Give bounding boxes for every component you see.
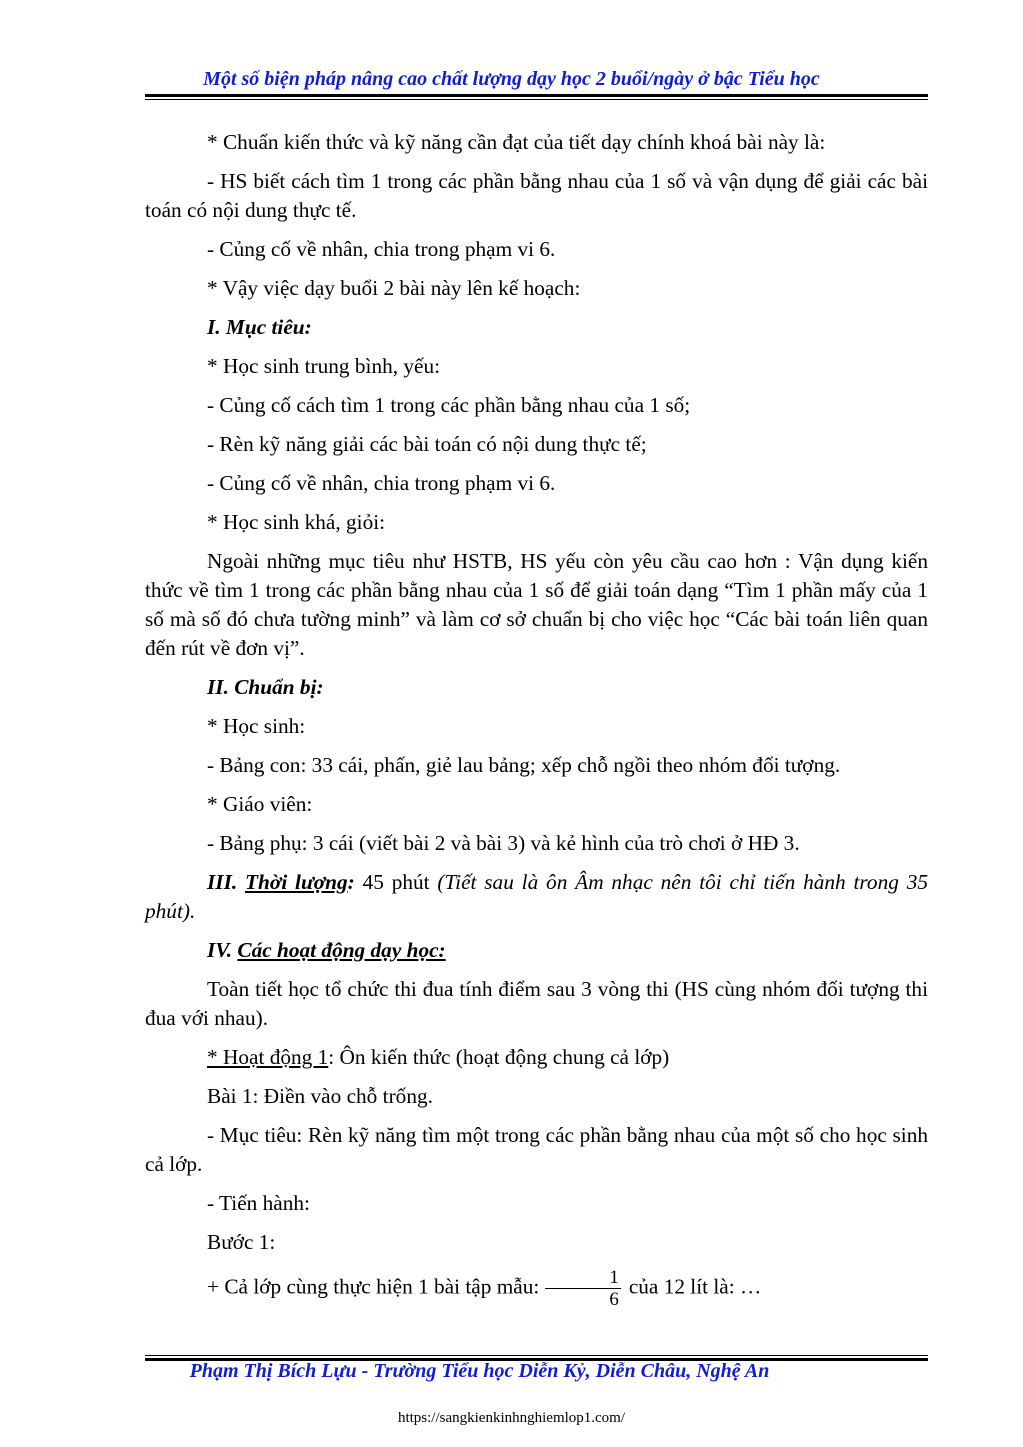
- section-heading-1: I. Mục tiêu:: [207, 315, 312, 339]
- header-rule-thick: [145, 94, 928, 97]
- exercise-line: [145, 1267, 928, 1310]
- exercise-prefix: + Cả lớp cùng thực hiện 1 bài tập mẫu:: [207, 1274, 540, 1299]
- footer-url: https://sangkienkinhnghiemlop1.com/: [397, 1410, 626, 1426]
- fraction-numerator: 1: [545, 1267, 621, 1289]
- heading-4-label: Các hoạt động dạy học:: [237, 938, 446, 962]
- document-body: [145, 128, 928, 1320]
- heading-3-note: (Tiết sau là ôn Âm nhạc nên tôi chỉ tiến hành trong 35 phút).: [145, 870, 928, 923]
- exercise-suffix: của 12 lít là: …: [628, 1274, 762, 1299]
- paragraph: - Củng cố về nhân, chia trong phạm vi 6.: [207, 237, 556, 261]
- paragraph: - HS biết cách tìm 1 trong các phần bằng nhau của 1 số và vận dụng để giải các bài toán có nội dung thực tế.: [145, 169, 928, 222]
- paragraph: - Củng cố về nhân, chia trong phạm vi 6.: [207, 471, 556, 495]
- paragraph: - Củng cố cách tìm 1 trong các phần bằng nhau của 1 số;: [207, 393, 691, 417]
- paragraph: - Bảng con: 33 cái, phấn, giẻ lau bảng; xếp chỗ ngồi theo nhóm đối tượng.: [207, 753, 841, 777]
- section-heading-3: [145, 868, 928, 926]
- section-heading-4: [145, 936, 928, 965]
- paragraph: * Chuẩn kiến thức và kỹ năng cần đạt của tiết dạy chính khoá bài này là:: [207, 130, 826, 154]
- heading-3-colon: :: [347, 870, 355, 894]
- paragraph: - Rèn kỹ năng giải các bài toán có nội dung thực tế;: [207, 432, 647, 456]
- footer-rule-thin: [145, 1355, 928, 1356]
- paragraph: - Tiến hành:: [207, 1191, 310, 1215]
- heading-3-value: 45 phút: [354, 870, 438, 894]
- paragraph: * Vậy việc dạy buổi 2 bài này lên kế hoạch:: [207, 276, 581, 300]
- header-rule-thin: [145, 99, 928, 100]
- paragraph: * Học sinh:: [207, 714, 306, 738]
- paragraph: Toàn tiết học tổ chức thi đua tính điểm sau 3 vòng thi (HS cùng nhóm đối tượng thi đua với nhau).: [145, 977, 928, 1030]
- heading-3-label: Thời lượng: [245, 870, 348, 894]
- fraction: [545, 1267, 621, 1310]
- paragraph: * Giáo viên:: [207, 792, 313, 816]
- paragraph: Ngoài những mục tiêu như HSTB, HS yếu còn yêu cầu cao hơn : Vận dụng kiến thức về tìm 1 trong các phần bằng nhau của 1 số để giải toán dạng “Tìm 1 phần mấy của 1 số mà số đó chưa tường minh” và làm cơ sở chuẩn bị cho việc học “Các bài toán liên quan đến rút về đơn vị”.: [145, 549, 928, 660]
- heading-4-number: IV.: [207, 938, 233, 962]
- paragraph: Bài 1: Điền vào chỗ trống.: [207, 1084, 433, 1108]
- fraction-denominator: 6: [609, 1289, 619, 1310]
- section-heading-2: II. Chuẩn bị:: [207, 675, 324, 699]
- header-title: Một số biện pháp nâng cao chất lượng dạy học 2 buổi/ngày ở bậc Tiểu học: [203, 68, 820, 90]
- paragraph: * Học sinh khá, giỏi:: [207, 510, 386, 534]
- paragraph: Bước 1:: [207, 1230, 276, 1254]
- paragraph: - Bảng phụ: 3 cái (viết bài 2 và bài 3) và kẻ hình của trò chơi ở HĐ 3.: [207, 831, 800, 855]
- activity-label: * Hoạt động 1: [207, 1045, 329, 1069]
- activity-description: : Ôn kiến thức (hoạt động chung cả lớp): [328, 1045, 670, 1069]
- heading-3-number: III.: [207, 870, 238, 894]
- paragraph: * Học sinh trung bình, yếu:: [207, 354, 441, 378]
- paragraph: - Mục tiêu: Rèn kỹ năng tìm một trong các phần bằng nhau của một số cho học sinh cả lớp.: [145, 1123, 928, 1176]
- footer-author: Phạm Thị Bích Lựu - Trường Tiểu học Diễn Kỷ, Diễn Châu, Nghệ An: [189, 1360, 770, 1382]
- activity-line: [145, 1043, 928, 1072]
